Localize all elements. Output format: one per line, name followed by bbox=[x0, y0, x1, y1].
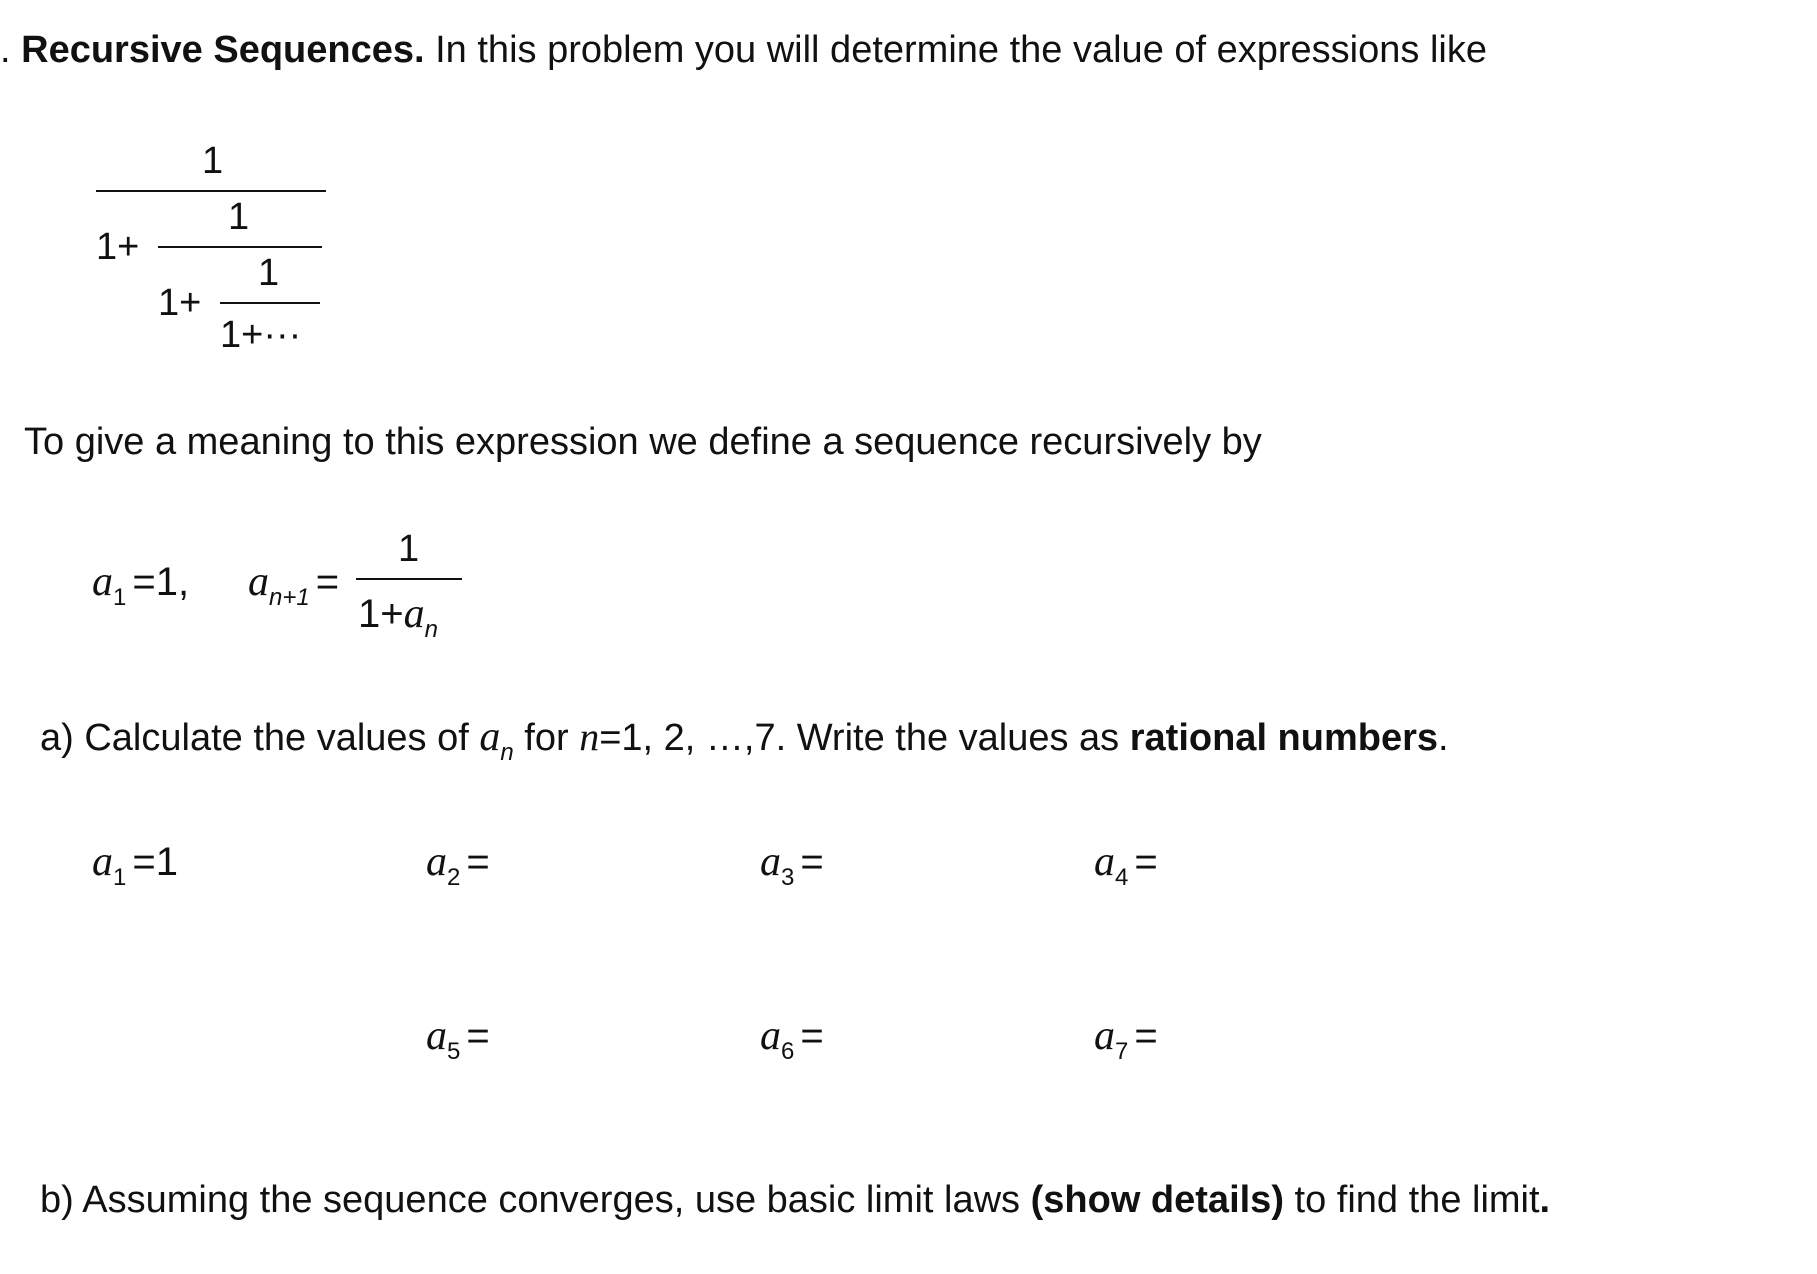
cf-fraction-bar-3 bbox=[220, 302, 320, 304]
var-a: a bbox=[92, 839, 113, 885]
var-a: a bbox=[1094, 839, 1115, 885]
recursion-denominator bbox=[358, 590, 438, 643]
intro-text: In this problem you will determine the value of expressions like bbox=[435, 29, 1487, 71]
subscript: 7 bbox=[1115, 1038, 1129, 1065]
part-b-end: . bbox=[1539, 1179, 1551, 1221]
cf-fraction-bar-2 bbox=[158, 246, 322, 248]
cf-numerator-2: 1 bbox=[228, 196, 250, 238]
cf-one-plus-2: 1+ bbox=[158, 282, 202, 324]
part-a-for: for bbox=[524, 717, 569, 759]
recursion-numerator: 1 bbox=[398, 528, 420, 570]
var-a: a bbox=[248, 559, 269, 605]
term-a4 bbox=[1094, 838, 1158, 891]
var-a: a bbox=[426, 1013, 447, 1059]
lead-punct: . bbox=[0, 29, 11, 71]
recursion-initial bbox=[92, 558, 190, 611]
answer-blank: = bbox=[800, 840, 824, 884]
part-a-emphasis: rational numbers bbox=[1129, 717, 1439, 759]
var-a: a bbox=[403, 591, 425, 637]
subscript: 3 bbox=[781, 864, 795, 891]
cf-tail: 1+··· bbox=[220, 314, 302, 356]
problem-intro bbox=[0, 30, 1487, 72]
answer-blank: = bbox=[466, 1014, 490, 1058]
var-a: a bbox=[92, 559, 113, 605]
cf-one-plus-1: 1+ bbox=[96, 226, 140, 268]
part-a-range: =1, 2, …,7. bbox=[599, 717, 787, 759]
var-n: n bbox=[579, 714, 600, 759]
term-a1 bbox=[92, 838, 178, 891]
definition-intro: To give a meaning to this expression we define a sequence recursively by bbox=[24, 421, 1262, 463]
var-a: a bbox=[426, 839, 447, 885]
answer-blank: = bbox=[800, 1014, 824, 1058]
term-a2 bbox=[426, 838, 490, 891]
recursion-fraction-bar bbox=[356, 578, 462, 580]
var-a: a bbox=[760, 1013, 781, 1059]
subscript-1: 1 bbox=[113, 584, 127, 611]
var-a: a bbox=[479, 714, 501, 760]
part-b-suffix: to find the limit bbox=[1294, 1179, 1540, 1221]
equals-sign: = bbox=[315, 560, 340, 604]
subscript-n: n bbox=[500, 739, 514, 766]
term-a7 bbox=[1094, 1012, 1158, 1065]
cf-numerator-1: 1 bbox=[202, 140, 224, 182]
var-a: a bbox=[760, 839, 781, 885]
problem-title: Recursive Sequences. bbox=[21, 29, 425, 71]
term-value: =1 bbox=[132, 840, 178, 884]
answer-blank: = bbox=[1134, 1014, 1158, 1058]
part-a-end: . bbox=[1438, 717, 1449, 759]
subscript: 1 bbox=[113, 864, 127, 891]
term-a5 bbox=[426, 1012, 490, 1065]
part-a-prefix: a) Calculate the values of bbox=[40, 717, 469, 759]
subscript: 6 bbox=[781, 1038, 795, 1065]
subscript: 4 bbox=[1115, 864, 1129, 891]
cf-fraction-bar-1 bbox=[96, 190, 326, 192]
cf-numerator-3: 1 bbox=[258, 252, 280, 294]
part-a-prompt bbox=[40, 714, 1449, 766]
part-a-middle: Write the values as bbox=[796, 717, 1120, 759]
part-b-prompt bbox=[40, 1180, 1550, 1222]
answer-blank: = bbox=[1134, 840, 1158, 884]
part-a-var bbox=[479, 714, 514, 766]
subscript-n-plus-1: n+1 bbox=[269, 584, 310, 611]
subscript: 5 bbox=[447, 1038, 461, 1065]
var-a: a bbox=[1094, 1013, 1115, 1059]
term-a3 bbox=[760, 838, 824, 891]
part-b-emphasis: (show details) bbox=[1030, 1179, 1284, 1221]
initial-value: =1, bbox=[132, 560, 190, 604]
denominator-prefix: 1+ bbox=[358, 592, 404, 636]
recursion-lhs bbox=[248, 558, 340, 611]
term-a6 bbox=[760, 1012, 824, 1065]
subscript: 2 bbox=[447, 864, 461, 891]
part-b-prefix: b) Assuming the sequence converges, use basic limit laws bbox=[40, 1179, 1021, 1221]
subscript-n: n bbox=[424, 616, 438, 643]
answer-blank: = bbox=[466, 840, 490, 884]
